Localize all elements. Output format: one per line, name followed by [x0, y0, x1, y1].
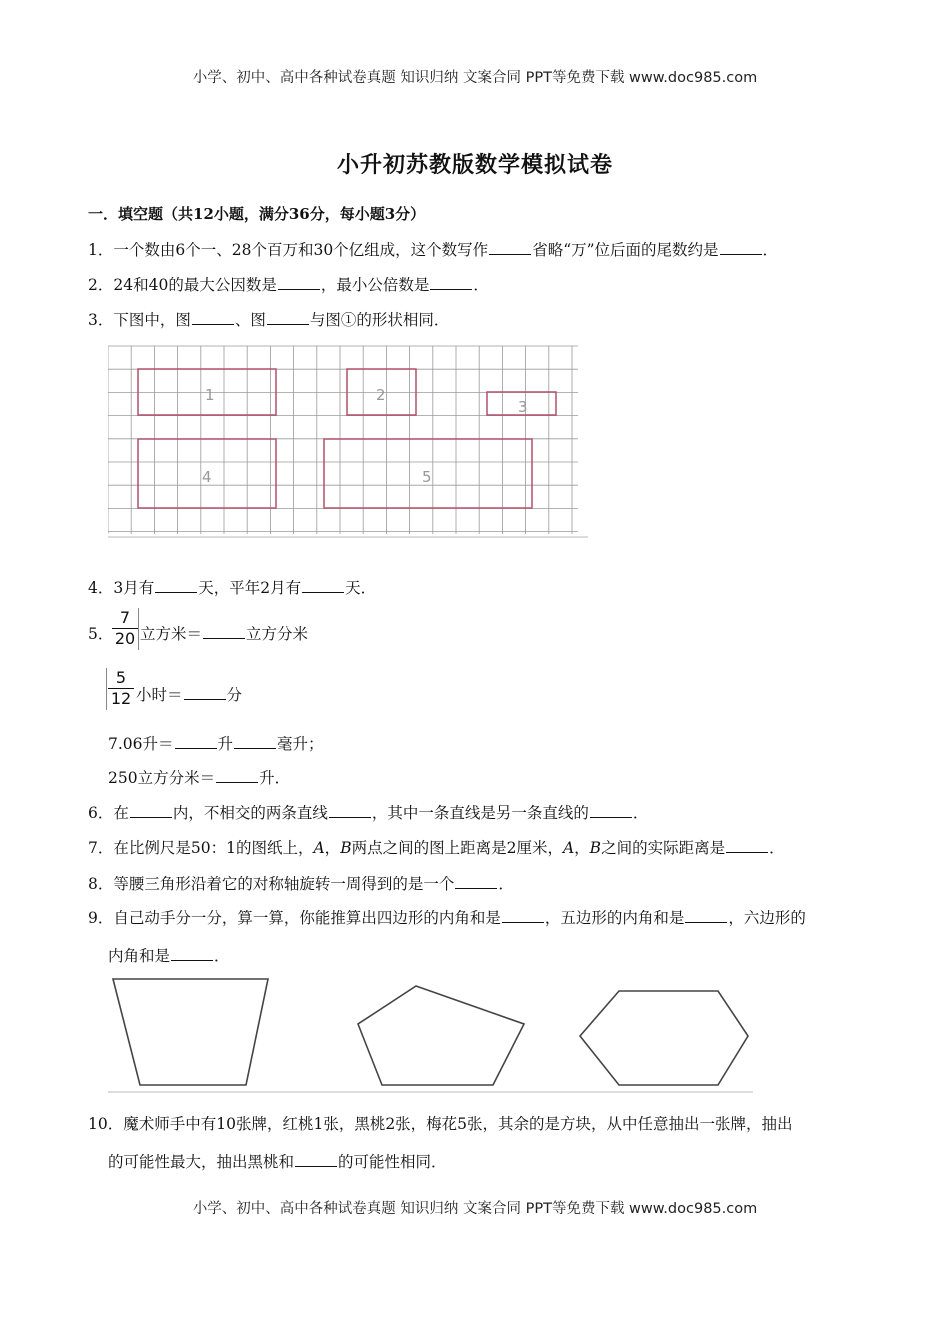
- question-text: 与图①的形状相同．: [309, 311, 450, 329]
- question-5-line-2: [136, 683, 242, 705]
- question-text: 升: [217, 735, 234, 753]
- question-text: 天．: [345, 579, 377, 597]
- question-text: 毫升；: [277, 735, 324, 753]
- question-text: ．: [214, 947, 230, 965]
- question-number: 2．: [88, 276, 114, 294]
- question-1: [88, 238, 778, 260]
- question-text: ，五边形的内角和是: [544, 909, 685, 927]
- point-label-a: A: [313, 839, 325, 857]
- question-text: 省略“万”位后面的尾数约是: [532, 241, 719, 259]
- shape-label-2: 2: [376, 386, 386, 404]
- answer-blank[interactable]: [329, 816, 371, 818]
- fraction-numerator: 7: [112, 608, 138, 629]
- question-9-continued: [108, 944, 230, 966]
- answer-blank[interactable]: [455, 887, 497, 889]
- fraction-side-rule: [106, 668, 107, 710]
- answer-blank[interactable]: [489, 253, 531, 255]
- separator: ，: [324, 839, 341, 857]
- fraction-denominator: 12: [110, 689, 132, 708]
- question-5-number: 5．: [88, 625, 114, 643]
- hexagon-shape: [580, 991, 748, 1085]
- shape-label-3: 3: [518, 398, 528, 416]
- question-text: 立方分米: [246, 625, 309, 643]
- question-text: 内，不相交的两条直线: [172, 804, 328, 822]
- page-header: 小学、初中、高中各种试卷真题 知识归纳 文案合同 PPT等免费下载 www.doc985.com: [192, 70, 758, 86]
- question-10-continued: [108, 1150, 447, 1172]
- fraction-7-20: [112, 608, 138, 649]
- shape-label-5: 5: [422, 468, 432, 486]
- answer-blank[interactable]: [302, 591, 344, 593]
- fraction-side-rule: [138, 608, 139, 650]
- question-5-line-3: [108, 732, 324, 754]
- answer-blank[interactable]: [155, 591, 197, 593]
- question-text: 立方米＝: [140, 625, 203, 643]
- grid-figure: [108, 342, 590, 542]
- question-text: 在: [113, 804, 129, 822]
- shape-label-4: 4: [202, 468, 212, 486]
- answer-blank[interactable]: [203, 637, 245, 639]
- question-text: ，六边形的: [728, 909, 806, 927]
- quadrilateral-shape: [113, 979, 268, 1085]
- answer-blank[interactable]: [726, 851, 768, 853]
- question-9: [88, 906, 806, 928]
- fraction-denominator: 20: [114, 629, 136, 648]
- answer-blank[interactable]: [502, 921, 544, 923]
- separator: ，: [574, 839, 590, 857]
- answer-blank[interactable]: [295, 1165, 337, 1167]
- question-text: 两点之间的图上距离是2厘米，: [351, 839, 563, 857]
- question-text: 24和40的最大公因数是: [113, 276, 277, 294]
- question-text: 的可能性相同．: [338, 1153, 447, 1171]
- fraction-numerator: 5: [108, 668, 134, 689]
- question-text: 下图中，图: [113, 311, 191, 329]
- pentagon-shape: [358, 986, 524, 1085]
- answer-blank[interactable]: [216, 781, 258, 783]
- question-8: [88, 872, 514, 894]
- answer-blank[interactable]: [590, 816, 632, 818]
- page-title: 小升初苏教版数学模拟试卷: [336, 152, 613, 178]
- question-number: 6．: [88, 804, 114, 822]
- question-text: 一个数由6个一、28个百万和30个亿组成，这个数写作: [113, 241, 489, 259]
- question-number: 4．: [88, 579, 114, 597]
- question-3: [88, 308, 449, 330]
- answer-blank[interactable]: [192, 323, 234, 325]
- question-text: 自己动手分一分，算一算，你能推算出四边形的内角和是: [113, 909, 501, 927]
- answer-blank[interactable]: [184, 698, 226, 700]
- question-number: 3．: [88, 311, 114, 329]
- question-text: 内角和是: [108, 947, 171, 965]
- answer-blank[interactable]: [267, 323, 309, 325]
- question-10: [88, 1112, 793, 1134]
- point-label-b: B: [340, 839, 352, 857]
- answer-blank[interactable]: [130, 816, 172, 818]
- answer-blank[interactable]: [171, 959, 213, 961]
- question-text: 、图: [234, 311, 266, 329]
- question-text: 之间的实际距离是: [601, 839, 726, 857]
- question-6: [88, 801, 648, 823]
- question-5-line-4: [108, 766, 290, 788]
- section-heading: 一．填空题（共12小题，满分36分，每小题3分）: [88, 205, 426, 223]
- question-text: 250立方分米＝: [108, 769, 216, 787]
- question-text: 3月有: [113, 579, 155, 597]
- question-text: ，最小公倍数是: [320, 276, 430, 294]
- question-7: [88, 836, 785, 858]
- question-text: 魔术师手中有10张牌，红桃1张，黑桃2张，梅花5张，其余的是方块，从中任意抽出一张牌，抽出: [123, 1115, 793, 1133]
- question-text: 在比例尺是50：1的图纸上，: [113, 839, 314, 857]
- question-text: 分: [226, 686, 243, 704]
- question-text: ．: [473, 276, 489, 294]
- question-number: 1．: [88, 241, 114, 259]
- question-text: ，其中一条直线是另一条直线的: [371, 804, 589, 822]
- question-4: [88, 576, 376, 598]
- question-number: 10．: [88, 1115, 124, 1133]
- question-number: 7．: [88, 839, 114, 857]
- question-text: 升．: [259, 769, 291, 787]
- question-text: 小时＝: [136, 686, 183, 704]
- question-text: 天，平年2月有: [198, 579, 302, 597]
- question-text: ．: [762, 241, 779, 259]
- page-footer: 小学、初中、高中各种试卷真题 知识归纳 文案合同 PPT等免费下载 www.doc985.com: [192, 1201, 758, 1217]
- answer-blank[interactable]: [430, 288, 472, 290]
- question-2: [88, 273, 489, 295]
- question-5-line-1: [140, 622, 308, 644]
- answer-blank[interactable]: [234, 747, 276, 749]
- question-text: ．: [498, 875, 514, 893]
- question-text: ．: [632, 804, 649, 822]
- answer-blank[interactable]: [278, 288, 320, 290]
- question-text: 的可能性最大，抽出黑桃和: [108, 1153, 295, 1171]
- question-text: 等腰三角形沿着它的对称轴旋转一周得到的是一个: [113, 875, 455, 893]
- shape-label-1: 1: [205, 386, 215, 404]
- answer-blank[interactable]: [175, 747, 217, 749]
- polygon-figure: [108, 974, 758, 1096]
- question-number: 9．: [88, 909, 114, 927]
- fraction-5-12: [108, 668, 134, 709]
- answer-blank[interactable]: [720, 253, 762, 255]
- answer-blank[interactable]: [685, 921, 727, 923]
- question-text: ．: [769, 839, 785, 857]
- point-label-b: B: [589, 839, 602, 857]
- question-number: 8．: [88, 875, 114, 893]
- point-label-a: A: [562, 839, 575, 857]
- question-text: 7.06升＝: [108, 735, 174, 753]
